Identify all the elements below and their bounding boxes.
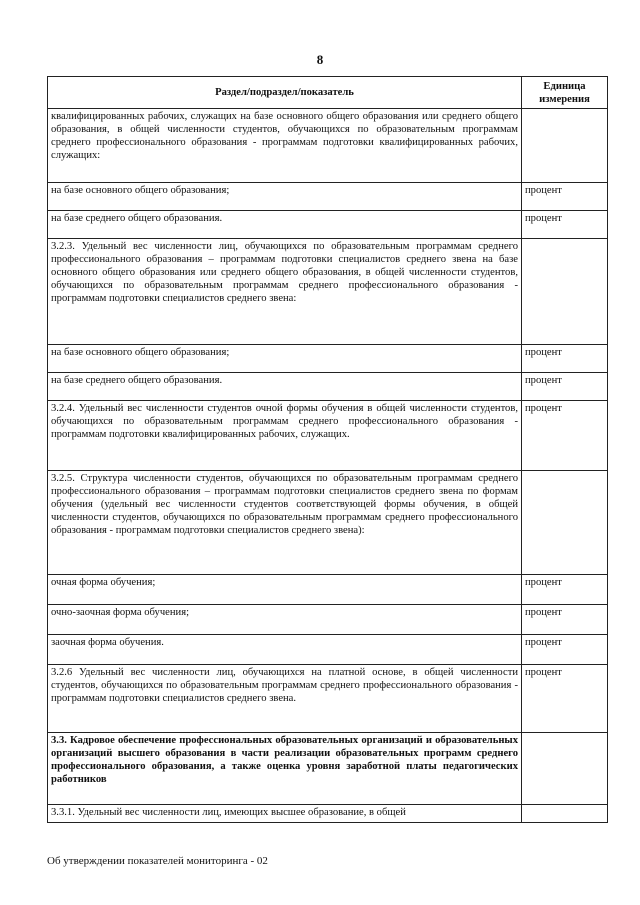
- header-section: Раздел/подраздел/показатель: [48, 77, 522, 109]
- row-unit: процент: [522, 665, 608, 733]
- row-text: 3.2.6 Удельный вес численности лиц, обучающихся на платной основе, в общей численности студентов, обучающихся по образовательным программам среднего профессионального образования - программам подготовки специалистов среднего звена.: [48, 665, 522, 733]
- table-row: [48, 239, 608, 345]
- table-row: [48, 109, 608, 183]
- table-row: [48, 635, 608, 665]
- row-text: квалифицированных рабочих, служащих на базе основного общего образования или среднего общего образования, в общей численности студентов, обучающихся по образовательным программам среднего профессионального образования - программам подготовки квалифицированных рабочих, служащих:: [48, 109, 522, 183]
- row-unit: процент: [522, 605, 608, 635]
- row-unit: процент: [522, 183, 608, 211]
- row-unit: процент: [522, 211, 608, 239]
- row-text: очно-заочная форма обучения;: [48, 605, 522, 635]
- row-text: 3.2.4. Удельный вес численности студентов очной формы обучения в общей численности студентов, обучающихся по образовательным программам среднего профессионального образования - программам подготовки квалифицированных рабочих, служащих.: [48, 401, 522, 471]
- document-footer: Об утверждении показателей мониторинга - 02: [47, 855, 268, 867]
- table-row: [48, 575, 608, 605]
- header-unit: Единица измерения: [522, 77, 608, 109]
- row-text: 3.2.5. Структура численности студентов, обучающихся по образовательным программам среднего профессионального образования – программам подготовки специалистов среднего звена по формам обучения (удельный вес численности студентов соответствующей формы обучения, в общей численности студентов, обучающихся по образовательным программам среднего профессионального образования - программам подготовки специалистов среднего звена):: [48, 471, 522, 575]
- row-text: на базе среднего общего образования.: [48, 373, 522, 401]
- table-row: [48, 401, 608, 471]
- row-text: заочная форма обучения.: [48, 635, 522, 665]
- row-unit: [522, 239, 608, 345]
- row-unit: процент: [522, 401, 608, 471]
- row-unit: [522, 471, 608, 575]
- indicators-table: [47, 76, 608, 823]
- row-unit: процент: [522, 345, 608, 373]
- row-text: на базе основного общего образования;: [48, 345, 522, 373]
- row-text: на базе основного общего образования;: [48, 183, 522, 211]
- table-row: [48, 471, 608, 575]
- row-text: очная форма обучения;: [48, 575, 522, 605]
- table-row: [48, 183, 608, 211]
- row-unit: [522, 733, 608, 805]
- table-row: [48, 733, 608, 805]
- table-row: [48, 345, 608, 373]
- row-unit: [522, 805, 608, 823]
- row-text: 3.2.3. Удельный вес численности лиц, обучающихся по образовательным программам среднего профессионального образования – программам подготовки специалистов среднего звена на базе основного общего образования или среднего общего образования, в общей численности студентов, обучающихся по образовательным программам среднего профессионального образования - программам подготовки специалистов среднего звена:: [48, 239, 522, 345]
- row-text: 3.3. Кадровое обеспечение профессиональных образовательных организаций и образовательных организаций высшего образования в части реализации образовательных программ среднего профессионального образования, а также оценка уровня заработной платы педагогических работников: [48, 733, 522, 805]
- page-number: 8: [316, 52, 324, 67]
- table-header-row: [48, 77, 608, 109]
- row-text: на базе среднего общего образования.: [48, 211, 522, 239]
- row-unit: процент: [522, 635, 608, 665]
- row-text: 3.3.1. Удельный вес численности лиц, имеющих высшее образование, в общей: [48, 805, 522, 823]
- table-row: [48, 665, 608, 733]
- table-row: [48, 373, 608, 401]
- table-row: [48, 605, 608, 635]
- table-row: [48, 805, 608, 823]
- row-unit: [522, 109, 608, 183]
- row-unit: процент: [522, 373, 608, 401]
- table-row: [48, 211, 608, 239]
- row-unit: процент: [522, 575, 608, 605]
